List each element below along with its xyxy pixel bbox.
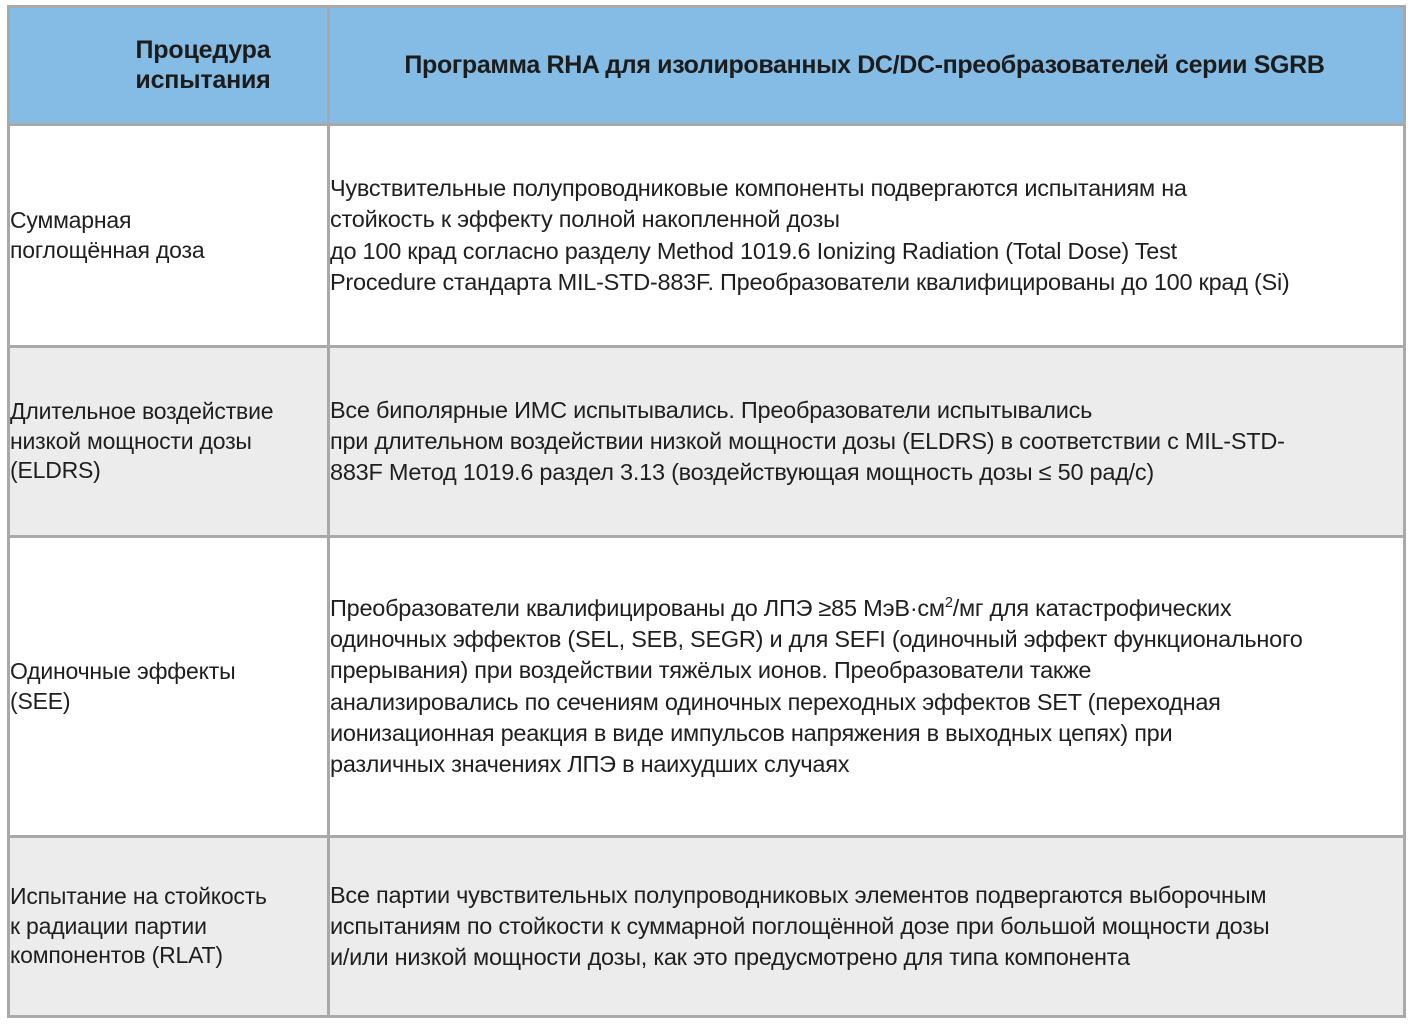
row-1-procedure-line2: поглощённая доза — [10, 236, 205, 263]
table-row — [9, 837, 1405, 1017]
row-3-program-line4: анализировались по сечениям одиночных переходных эффектов SET (переходная — [330, 688, 1221, 715]
row-4-program-line3: и/или низкой мощности дозы, как это предусмотрено для типа компонента — [330, 944, 1130, 971]
row-1-procedure-cell — [9, 125, 329, 347]
row-1-program-line3: до 100 крад согласно разделу Method 1019.6 Ionizing Radiation (Total Dose) Test — [330, 237, 1177, 264]
header-procedure-line1: Процедура — [135, 36, 271, 64]
row-2-procedure-line1: Длительное воздействие — [10, 397, 274, 424]
row-2-procedure-line2: низкой мощности дозы — [10, 427, 252, 454]
row-3-program-line1-superscript: 2 — [944, 594, 953, 611]
header-procedure-text — [10, 36, 327, 95]
header-cell-procedure — [9, 7, 329, 125]
row-4-program-cell — [329, 837, 1405, 1017]
table-header-row — [9, 7, 1405, 125]
table-body — [9, 125, 1405, 1017]
row-2-program-line1: Все биполярные ИМС испытывались. Преобразователи испытывались — [330, 396, 1093, 423]
row-4-program-line2: испытаниям по стойкости к суммарной поглощённой дозе при большой мощности дозы — [330, 912, 1270, 939]
row-4-procedure-line2: к радиации партии — [10, 912, 207, 939]
row-1-program-cell — [329, 125, 1405, 347]
row-2-procedure-cell — [9, 347, 329, 537]
row-3-program-line2: одиночных эффектов (SEL, SEB, SEGR) и для SEFI (одиночный эффект функционального — [330, 626, 1303, 652]
row-4-procedure-line1: Испытание на стойкость — [10, 882, 267, 909]
table-row — [9, 347, 1405, 537]
row-4-procedure-line3: компонентов (RLAT) — [10, 942, 223, 969]
row-3-program-line1-part-b: /мг для катастрофических — [952, 594, 1232, 621]
table-row — [9, 125, 1405, 347]
row-3-procedure-line2: (SEE) — [10, 687, 71, 714]
row-1-program-line4: Procedure стандарта MIL-STD-883F. Преобразователи квалифицированы до 100 крад (Si) — [330, 268, 1290, 295]
row-2-program-line3: 883F Метод 1019.6 раздел 3.13 (воздействующая мощность дозы ≤ 50 рад/с) — [330, 459, 1155, 486]
row-3-procedure-line1: Одиночные эффекты — [10, 657, 236, 684]
header-procedure-line2: испытания — [135, 65, 271, 94]
row-3-procedure-cell — [9, 537, 329, 837]
row-4-procedure-cell — [9, 837, 329, 1017]
row-1-program-line1: Чувствительные полупроводниковые компоненты подвергаются испытаниям на — [330, 175, 1187, 201]
row-3-program-line1-part-a: Преобразователи квалифицированы до ЛПЭ ≥85 МэВ·см — [330, 594, 945, 621]
row-3-program-line5: ионизационная реакция в виде импульсов напряжения в выходных цепях) при — [330, 719, 1173, 746]
row-2-program-cell — [329, 347, 1405, 537]
row-1-program-line2: стойкость к эффекту полной накопленной дозы — [330, 206, 840, 233]
table-header — [9, 7, 1405, 125]
row-2-procedure-line3: (ELDRS) — [10, 457, 101, 484]
header-cell-program — [329, 7, 1405, 125]
row-3-program-cell — [329, 537, 1405, 837]
table-row — [9, 537, 1405, 837]
row-2-program-line2: при длительном воздействии низкой мощности дозы (ELDRS) в соответствии с MIL-STD- — [330, 427, 1285, 454]
row-3-program-line1 — [330, 593, 1403, 624]
row-4-program-line1: Все партии чувствительных полупроводниковых элементов подвергаются выборочным — [330, 881, 1267, 908]
rha-test-program-table — [7, 5, 1406, 1018]
header-program-text: Программа RHA для изолированных DC/DC-преобразователей серии SGRB — [404, 50, 1325, 79]
row-1-procedure-line1: Суммарная — [10, 206, 132, 233]
row-3-program-line6: различных значениях ЛПЭ в наихудших случаях — [330, 751, 850, 777]
row-3-program-line3: прерывания) при воздействии тяжёлых ионов. Преобразователи также — [330, 657, 1092, 684]
